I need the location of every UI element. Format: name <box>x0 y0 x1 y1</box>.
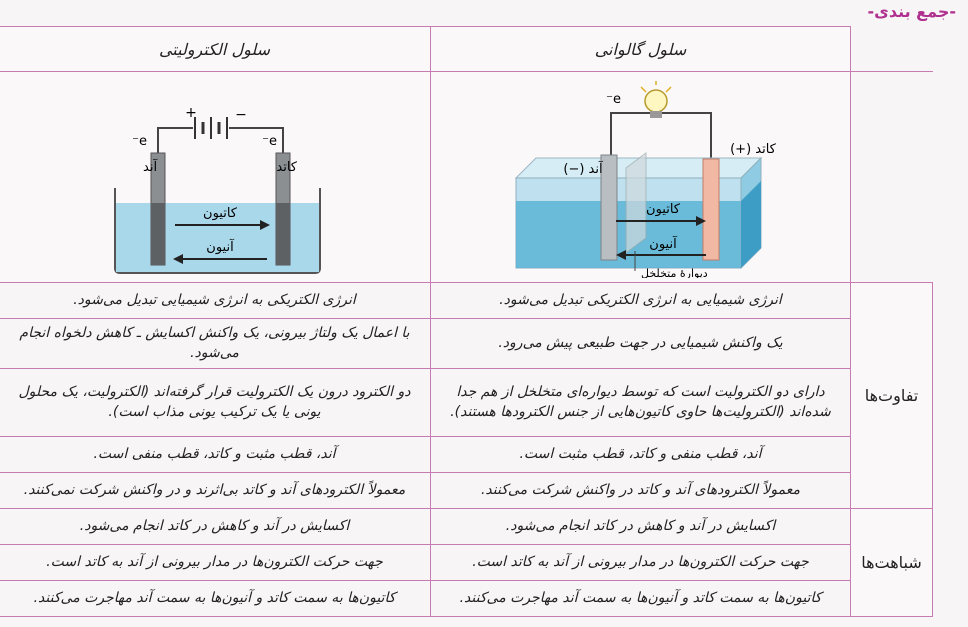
galvanic-cell-text: معمولاً الکترودهای آند و کاتد در واکنش شرکت می‌کنند. <box>431 472 851 508</box>
similarities-label: شباهت‌ها <box>851 508 933 616</box>
electrolytic-cell-text: دو الکترود درون یک الکترولیت قرار گرفته‌اند (الکترولیت، یک محلول یونی یا یک ترکیب یونی مذاب است). <box>0 368 431 436</box>
electron-left-label: e⁻ <box>131 133 147 149</box>
galvanic-anion-label: آنیون <box>648 236 677 252</box>
header-row <box>0 27 933 72</box>
electrolytic-cell-text: با اعمال یک ولتاژ بیرونی، یک واکنش اکسایش ـ کاهش دلخواه انجام می‌شود. <box>0 319 431 369</box>
electrolytic-cell-text: آند، قطب مثبت و کاتد، قطب منفی است. <box>0 436 431 472</box>
galvanic-cathode-label: کاتد (+) <box>729 141 776 157</box>
electrolytic-cell-text: معمولاً الکترودهای آند و کاتد بی‌اثرند و در واکنش شرکت نمی‌کنند. <box>0 472 431 508</box>
galvanic-cell-text: اکسایش در آند و کاهش در کاتد انجام می‌شود. <box>431 508 851 544</box>
table-row <box>0 472 933 508</box>
table-row <box>0 544 933 580</box>
table-row <box>0 508 933 544</box>
porous-partition-label: دیوارهٔ متخلخل <box>640 266 708 278</box>
galvanic-header: سلول گالوانی <box>431 27 851 72</box>
galvanic-anode-label: آند (−) <box>562 161 603 177</box>
negative-terminal-label: − <box>234 106 247 123</box>
corner-cell-2 <box>851 72 933 283</box>
electrolytic-diagram-cell <box>0 72 431 283</box>
table-row <box>0 283 933 319</box>
electrolytic-header: سلول الکترولیتی <box>0 27 431 72</box>
galvanic-cell-text: انرژی شیمیایی به انرژی الکتریکی تبدیل می‌شود. <box>431 283 851 319</box>
comparison-table <box>0 26 933 617</box>
electrolytic-cell-diagram <box>15 73 415 278</box>
electrolytic-cell-text: کاتیون‌ها به سمت کاتد و آنیون‌ها به سمت آند مهاجرت می‌کنند. <box>0 580 431 616</box>
electrolytic-cell-text: اکسایش در آند و کاهش در کاتد انجام می‌شود. <box>0 508 431 544</box>
galvanic-cell-text: یک واکنش شیمیایی در جهت طبیعی پیش می‌رود. <box>431 319 851 369</box>
electrolytic-anode-label: آند <box>142 159 157 175</box>
table-row <box>0 580 933 616</box>
table-row <box>0 319 933 369</box>
electrolytic-cell-text: جهت حرکت الکترون‌ها در مدار بیرونی از آند به کاتد است. <box>0 544 431 580</box>
table-row <box>0 368 933 436</box>
galvanic-cation-label: کاتیون <box>645 201 680 217</box>
electrolytic-cell-text: انرژی الکتریکی به انرژی شیمیایی تبدیل می‌شود. <box>0 283 431 319</box>
diagram-row <box>0 72 933 283</box>
corner-cell <box>851 27 933 72</box>
galvanic-cell-text: آند، قطب منفی و کاتد، قطب مثبت است. <box>431 436 851 472</box>
electrolytic-cation-label: کاتیون <box>202 205 237 221</box>
galvanic-electron-label: e⁻ <box>605 91 621 107</box>
section-heading: -جمع بندی- <box>867 2 956 21</box>
table-row <box>0 436 933 472</box>
galvanic-cell-text: جهت حرکت الکترون‌ها در مدار بیرونی از آند به کاتد است. <box>431 544 851 580</box>
galvanic-cell-text: دارای دو الکترولیت است که توسط دیواره‌ای متخلخل از هم جدا شده‌اند (الکترولیت‌ها حاوی کاتیون‌هایی از جنس الکترودها هستند). <box>431 368 851 436</box>
positive-terminal-label: + <box>184 104 197 121</box>
electrolytic-anion-label: آنیون <box>205 239 234 255</box>
electrolytic-cathode-label: کاتد <box>275 159 297 175</box>
galvanic-cell-diagram <box>441 73 841 278</box>
galvanic-cell-text: کاتیون‌ها به سمت کاتد و آنیون‌ها به سمت آند مهاجرت می‌کنند. <box>431 580 851 616</box>
electron-right-label: e⁻ <box>261 133 277 149</box>
galvanic-diagram-cell <box>431 72 851 283</box>
differences-label: تفاوت‌ها <box>851 283 933 509</box>
